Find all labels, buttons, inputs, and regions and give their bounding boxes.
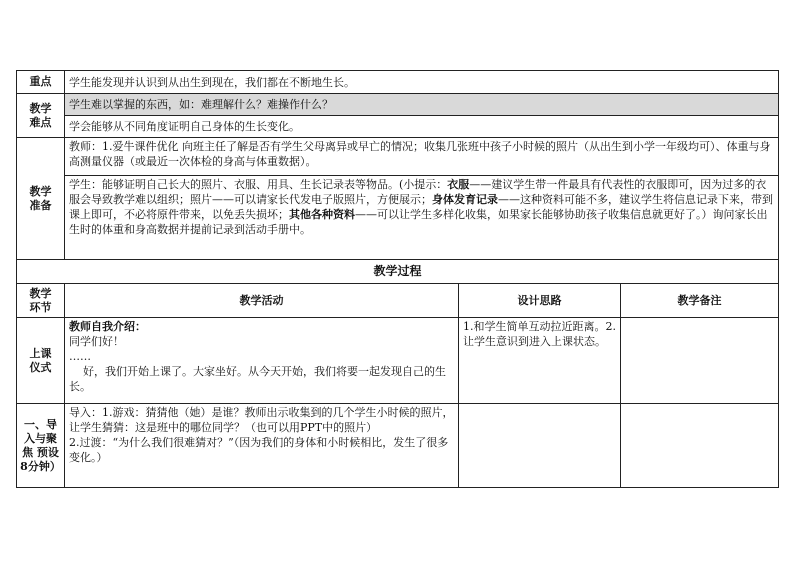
student-text-a: 学生：能够证明自己长大的照片、衣服、用具、生长记录表等物品。(小提示： [69,178,448,191]
preparation-student [65,176,779,260]
header-link-line1: 教学 [29,286,52,300]
row-label [17,318,65,404]
row-label [17,404,65,488]
header-row [17,284,779,318]
student-bold-growth-record: 身体发育记录 [432,193,498,206]
difficulty-row-1 [17,94,779,116]
process-title-row [17,260,779,284]
preparation-label [17,138,65,260]
header-link-line2: 环节 [29,300,52,314]
process-title: 教学过程 [17,260,779,284]
lesson-plan-table [16,70,779,488]
row-activity [65,404,459,488]
student-text-d: ——这种资料可能不多，建议学生将信息记录下来，带到课上即可，不必将原件带来，以免丢失损坏； [69,193,773,221]
row-activity [65,318,459,404]
row-notes [621,318,779,404]
activity-line: 同学们好！ [69,335,124,348]
activity-line: …… [69,350,91,363]
row-label-line4: 8分钟） [20,459,61,473]
difficulty-label [17,94,65,138]
preparation-row-1 [17,138,779,176]
difficulty-row-2 [17,116,779,138]
difficulty-content-1: 学生难以掌握的东西，如：难理解什么？难操作什么？ [65,94,779,116]
preparation-label-line1: 教学 [29,184,52,198]
row-label-line2: 仪式 [29,360,52,374]
row-label-line3: 焦 预设 [22,445,59,459]
difficulty-content-2: 学会能够从不同角度证明自己身体的生长变化。 [65,116,779,138]
preparation-label-line2: 准备 [29,198,52,212]
row-design [459,404,621,488]
student-bold-clothes: 衣服 [447,178,470,191]
table-row [17,318,779,404]
student-text-e: ——可以让学生多样化收集，如果家长能够协助孩子收集信息就更好了。）询问家长出生时的体重和身高数据并提前记录到活动手册中。 [69,208,768,236]
row-label-line2: 入与聚 [24,431,57,445]
student-bold-other: 其他各种资料 [289,208,355,221]
row-design: 1.和学生简单互动拉近距离。2.让学生意识到进入上课状态。 [459,318,621,404]
header-activity: 教学活动 [65,284,459,318]
student-text-c: ——建议学生带一件最具有代表性的衣服即可，因为过多的衣服会导致教学难以组织；照片——可以请家长代发电子版照片，方便展示； [69,178,767,206]
focus-label: 重点 [17,71,65,94]
preparation-row-2 [17,176,779,260]
header-link [17,284,65,318]
focus-row [17,71,779,94]
activity-title: 教师自我介绍： [69,320,146,333]
header-notes: 教学备注 [621,284,779,318]
difficulty-label-line1: 教学 [29,101,52,115]
table-row [17,404,779,488]
row-notes [621,404,779,488]
header-design: 设计思路 [459,284,621,318]
activity-line: 2.过渡：“为什么我们很难猜对？”（因为我们的身体和小时候相比，发生了很多变化。） [69,436,449,464]
focus-content: 学生能发现并认识到从出生到现在，我们都在不断地生长。 [65,71,779,94]
difficulty-label-line2: 难点 [29,115,52,129]
activity-line: 好，我们开始上课了。大家坐好。从今天开始，我们将要一起发现自己的生长。 [69,365,446,393]
activity-line: 导入：1.游戏：猜猜他（她）是谁？教师出示收集到的几个学生小时候的照片，让学生猜猜：这是班中的哪位同学？（也可以用PPT中的照片） [69,406,454,434]
row-label-line1: 上课 [29,346,52,360]
preparation-teacher: 教师：1.爱牛课件优化 向班主任了解是否有学生父母离异或早亡的情况；收集几张班中孩子小时候的照片（从出生到小学一年级均可）、体重与身高测量仪器（或最近一次体检的身高与体重数据）。 [65,138,779,176]
row-label-line1: 一、导 [24,417,57,431]
